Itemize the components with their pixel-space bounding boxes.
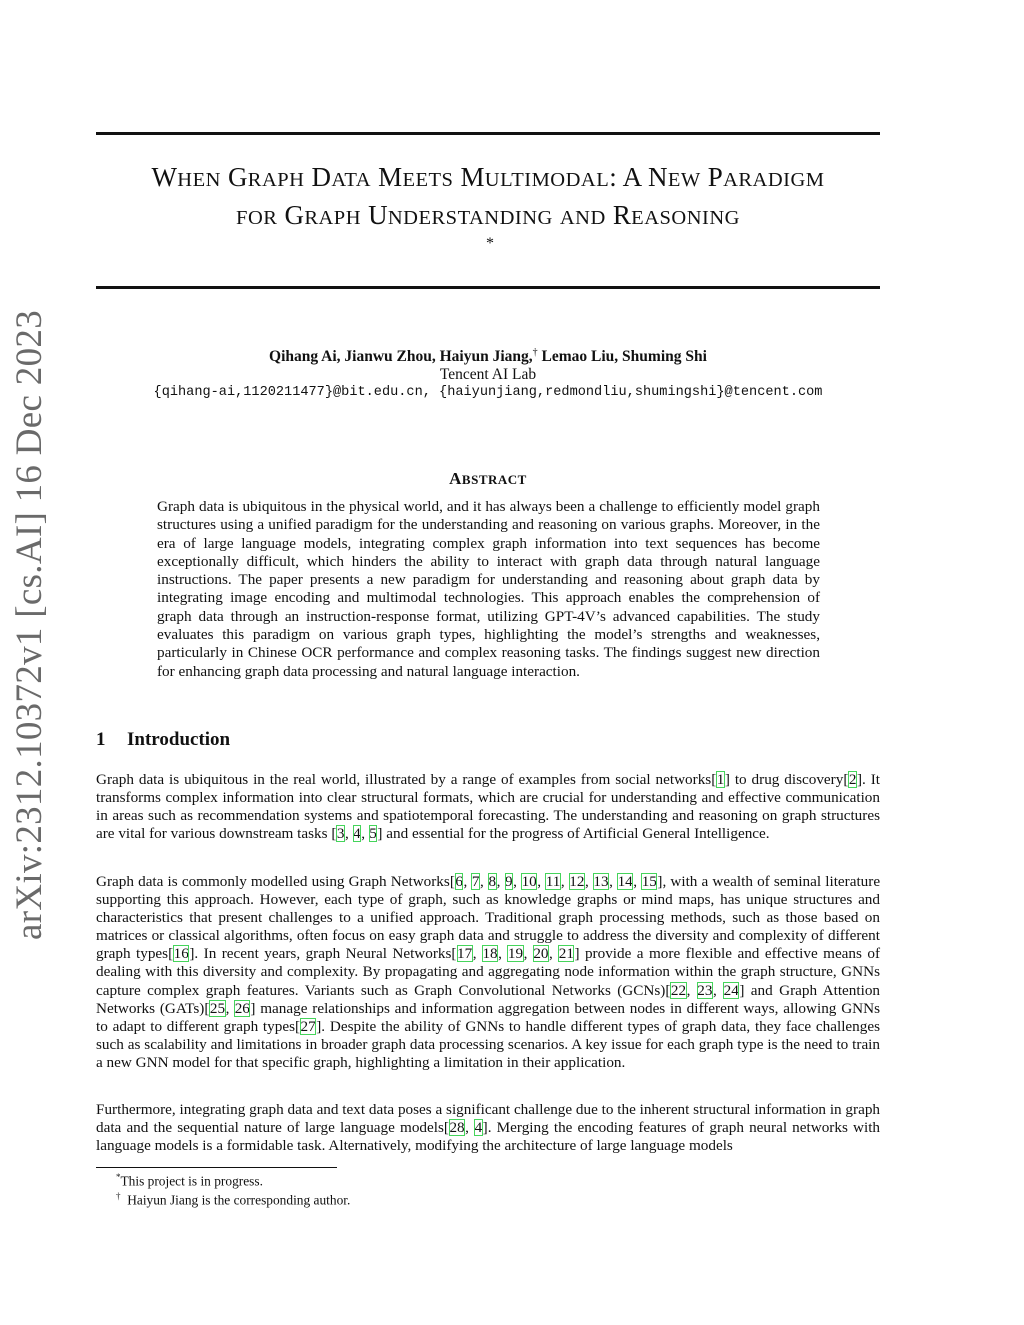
citation-link[interactable]: 9 (505, 873, 513, 890)
title-word: UNDERSTANDING (368, 200, 553, 230)
citation-link[interactable]: 27 (300, 1017, 316, 1035)
citation-link[interactable]: 20 (533, 945, 549, 963)
citation-link[interactable]: 23 (697, 981, 713, 999)
section-heading (96, 729, 230, 751)
title-word: MEETS (378, 162, 454, 192)
affiliation: Tencent AI Lab (439, 366, 537, 383)
citation-link[interactable]: 13 (593, 873, 609, 890)
corresponding-dagger: † (532, 347, 538, 358)
title-word: NEW (648, 162, 701, 192)
footnote-1-mark: * (116, 1172, 121, 1182)
title-word: DATA (311, 162, 372, 192)
title-footnote-star: * (486, 235, 494, 252)
intro-paragraph-1: Graph data is ubiquitous in the real world, illustrated by a range of examples from social networks[1] to drug discovery[2]. It transforms complex information into clear structural formats, which are crucial for understanding and effective communication in areas such as recommendation systems and spatiotemporal forecasting. The understanding and reasoning on graph structures are vital for various downstream tasks [3, 4, 5] and essential for the progress of Artificial General Intelligence. (96, 771, 880, 843)
footnote-2-text: Haiyun Jiang is the corresponding author. (127, 1192, 351, 1208)
arxiv-identifier-stamp[interactable]: arXiv:2312.10372v1 [cs.AI] 16 Dec 2023 (9, 310, 50, 940)
citation-link[interactable]: 3 (336, 825, 345, 843)
section-number: 1 (96, 729, 106, 750)
title-word: MULTIMODAL (460, 162, 610, 192)
title-word: PARADIGM (707, 162, 825, 192)
title-word: : (609, 162, 618, 192)
citation-link[interactable]: 16 (173, 945, 189, 963)
citation-link[interactable]: 5 (369, 825, 377, 843)
citation-link[interactable]: 15 (641, 873, 657, 890)
citation-link[interactable]: 14 (617, 873, 633, 890)
title-word: AND (559, 207, 606, 229)
citation-link[interactable]: 4 (353, 825, 361, 843)
abstract-text: Graph data is ubiquitous in the physical world, and it has always been a challenge to efficiently model graph structures using a unified paradigm for the understanding and reasoning on various graphs. Moreover, in the era of large language models, integrating complex graph information into text sequences has become exceptionally difficult, which hinders the ability to interact with graph data through natural language instructions. The paper presents a new paradigm for understanding and reasoning about graph data by integrating image encoding and multimodal technologies. This approach enables the comprehension of graph data through an instruction-response format, utilizing GPT-4V’s advanced capabilities. The study evaluates this paradigm on various graph types, highlighting the model’s strengths and weaknesses, particularly in Chinese OCR performance and complex reasoning tasks. The findings suggest new direction for enhancing graph data processing and natural language interaction. (157, 498, 820, 680)
citation-link[interactable]: 6 (455, 873, 463, 890)
title-word: FOR (236, 207, 278, 229)
citation-link[interactable]: 11 (545, 873, 561, 890)
footnote-rule (96, 1167, 337, 1168)
citation-link[interactable]: 8 (488, 873, 497, 890)
intro-paragraph-3: Furthermore, integrating graph data and text data poses a significant challenge due to the inherent structural information in graph data and the sequential nature of large language models[28, 4]. Merging the encoding features of graph neural networks with language models is a formidable task. Alternatively, modifying the architecture of large language models (96, 1101, 881, 1155)
citation-link[interactable]: 10 (521, 873, 537, 890)
title-word: GRAPH (284, 200, 361, 230)
citation-link[interactable]: 12 (569, 873, 585, 890)
citation-link[interactable]: 25 (209, 999, 226, 1017)
footnote-1 (116, 1172, 263, 1189)
title-top-rule (96, 132, 880, 135)
title-line-2 (96, 198, 880, 236)
abstract-heading (96, 469, 880, 489)
authors-before: Qihang Ai, Jianwu Zhou, Haiyun Jiang, (269, 348, 533, 366)
citation-link[interactable]: 4 (474, 1119, 483, 1137)
abstract-heading-cap: A (449, 469, 462, 488)
paper-title (96, 160, 880, 236)
citation-link[interactable]: 17 (457, 945, 473, 963)
authors-after: Lemao Liu, Shuming Shi (537, 348, 707, 366)
title-bottom-rule (96, 286, 880, 289)
title-word: A (622, 162, 641, 192)
title-line-1 (96, 160, 880, 198)
author-list (96, 347, 880, 366)
footnote-2-mark: † (116, 1191, 121, 1201)
title-word: WHEN (151, 162, 221, 192)
author-emails: {qihang-ai,1120211477}@bit.edu.cn, {haiyunjiang,redmondliu,shumingshi}@tencent.com (153, 385, 823, 400)
citation-link[interactable]: 26 (234, 999, 250, 1017)
citation-link[interactable]: 21 (558, 945, 574, 963)
citation-link[interactable]: 1 (716, 771, 725, 788)
abstract-heading-rest: BSTRACT (461, 472, 527, 487)
footnote-1-text: This project is in progress. (120, 1173, 263, 1189)
title-word: GRAPH (227, 162, 305, 192)
title-word: REASONING (612, 200, 740, 230)
footnote-2 (116, 1191, 350, 1208)
citation-link[interactable]: 22 (670, 981, 687, 999)
citation-link[interactable]: 2 (848, 771, 857, 788)
intro-paragraph-2: Graph data is commonly modelled using Graph Networks[6, 7, 8, 9, 10, 11, 12, 13, 14, 15], with a wealth of seminal literature supporting this approach. However, each type of graph, such as knowledge graphs or mind maps, has unique structures and characteristics that present challenges to a unified approach. Traditional graph processing methods, such as those based on matrices or classical algorithms, often focus on easy graph data and struggle to address the diversity and complexity of different graph types[16]. In recent years, graph Neural Networks[17, 18, 19, 20, 21] provide a more flexible and effective means of dealing with this diversity and complexity. By propagating and aggregating node information within the graph structure, GNNs capture complex graph features. Variants such as Graph Convolutional Networks (GCNs)[22, 23, 24] and Graph Attention Networks (GATs)[25, 26] manage relationships and information aggregation between nodes in different ways, allowing GNNs to adapt to different graph types[27]. Despite the ability of GNNs to handle different types of graph data, they face challenges such as scalability and limitations in broader graph data processing scenarios. A key issue for each graph type is the need to train a new GNN model for that specific graph, highlighting a limitation in their application. (96, 873, 881, 1071)
citation-link[interactable]: 7 (471, 873, 480, 890)
citation-link[interactable]: 19 (507, 945, 524, 963)
citation-link[interactable]: 28 (449, 1119, 465, 1137)
citation-link[interactable]: 24 (723, 981, 739, 999)
citation-link[interactable]: 18 (482, 945, 498, 963)
section-title: Introduction (127, 729, 231, 750)
